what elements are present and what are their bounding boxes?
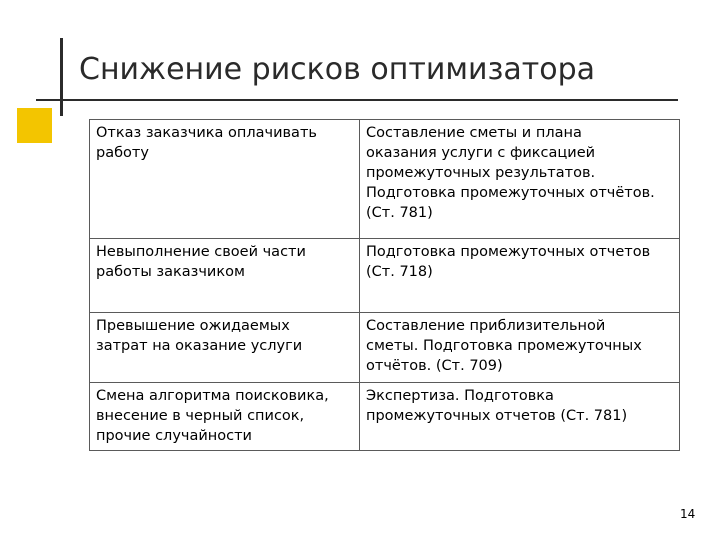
measure-line: оказания услуги с фиксацией: [366, 145, 596, 161]
risk-cell: [90, 239, 360, 313]
table-row: [90, 120, 680, 239]
measure-cell: [360, 239, 680, 313]
risk-mitigation-table: [89, 119, 680, 451]
risk-line: работы заказчиком: [96, 264, 245, 280]
page-number: 14: [680, 507, 696, 521]
measure-cell: [360, 383, 680, 451]
measure-line: промежуточных результатов.: [366, 165, 596, 181]
measure-line: Подготовка промежуточных отчетов: [366, 244, 651, 260]
measure-line: (Ст. 781): [366, 205, 433, 221]
risk-line: внесение в черный список,: [96, 408, 305, 424]
risk-line: Смена алгоритма поисковика,: [96, 388, 329, 404]
risk-line: затрат на оказание услуги: [96, 338, 303, 354]
measure-line: Составление сметы и плана: [366, 125, 582, 141]
table-row: [90, 383, 680, 451]
risk-line: прочие случайности: [96, 428, 252, 444]
measure-line: (Ст. 718): [366, 264, 433, 280]
table-row: [90, 313, 680, 383]
table-row: [90, 239, 680, 313]
risk-line: Отказ заказчика оплачивать: [96, 125, 317, 141]
risk-line: Превышение ожидаемых: [96, 318, 290, 334]
risk-cell: [90, 383, 360, 451]
measure-cell: [360, 120, 680, 239]
measure-line: Экспертиза. Подготовка: [366, 388, 554, 404]
measure-line: сметы. Подготовка промежуточных: [366, 338, 642, 354]
decorative-vertical-line: [60, 38, 63, 116]
measure-line: отчётов. (Ст. 709): [366, 358, 503, 374]
risk-line: Невыполнение своей части: [96, 244, 306, 260]
risk-line: работу: [96, 145, 149, 161]
measure-cell: [360, 313, 680, 383]
yellow-square-bullet: [17, 108, 52, 143]
risk-cell: [90, 120, 360, 239]
risk-cell: [90, 313, 360, 383]
measure-line: Подготовка промежуточных отчётов.: [366, 185, 655, 201]
slide-title: Снижение рисков оптимизатора: [79, 52, 596, 87]
measure-line: промежуточных отчетов (Ст. 781): [366, 408, 628, 424]
measure-line: Составление приблизительной: [366, 318, 606, 334]
decorative-horizontal-line: [36, 99, 678, 101]
